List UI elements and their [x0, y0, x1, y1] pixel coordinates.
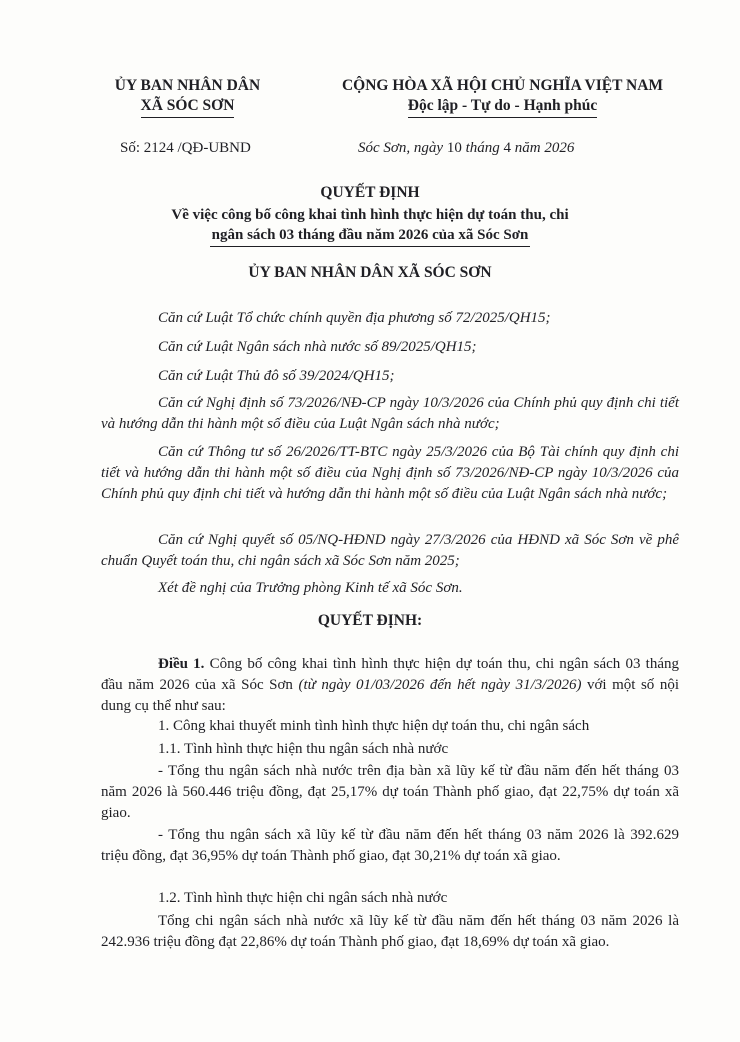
legal-basis-decree: Căn cứ Nghị định số 73/2026/NĐ-CP ngày 10/3/2026 của Chính phủ quy định chi tiết và hướng dẫn thi hành một số điều của Luật Ngân sách nhà nước;: [101, 395, 679, 432]
place-prefix: Sóc Sơn, ngày: [358, 140, 444, 156]
legal-basis-law-capital: Căn cứ Luật Thủ đô số 39/2024/QH15;: [158, 368, 395, 384]
legal-basis-law-local-government: Căn cứ Luật Tổ chức chính quyền địa phương số 72/2025/QH15;: [158, 310, 551, 326]
national-header: [315, 76, 690, 118]
year-label: năm 2026: [514, 140, 575, 156]
decision-heading: QUYẾT ĐỊNH:: [317, 612, 423, 629]
proposal-basis: Xét đề nghị của Trưởng phòng Kinh tế xã Sóc Sơn.: [158, 580, 463, 596]
expenditure-total-paragraph: Tổng chi ngân sách nhà nước xã lũy kế từ đầu năm đến hết tháng 03 năm 2026 là 242.936 triệu đồng đạt 22,86% dự toán Thành phố giao, đạt 18,69% dự toán xã giao.: [101, 913, 679, 950]
org-line2: XÃ SÓC SƠN: [141, 96, 235, 118]
section-1-1-heading: 1.1. Tình hình thực hiện thu ngân sách nhà nước: [158, 741, 449, 757]
article-1-intro: Điều 1. Công bố công khai tình hình thực hiện dự toán thu, chi ngân sách 03 tháng đầu năm 2026 của xã Sóc Sơn (từ ngày 01/03/2026 đến hết ngày 31/3/2026) với một số nội dung cụ thể như sau:: [101, 656, 680, 714]
document-number: Số: 2124 /QĐ-UBND: [120, 140, 251, 156]
revenue-total-paragraph: - Tổng thu ngân sách nhà nước trên địa bàn xã lũy kế từ đầu năm đến hết tháng 03 năm 2026 là 560.446 triệu đồng, đạt 25,17% dự toán Thành phố giao, đạt 22,75% dự toán xã giao.: [101, 763, 679, 821]
authority-heading: ỦY BAN NHÂN DÂN XÃ SÓC SƠN: [248, 264, 492, 281]
article-1-label: Điều 1.: [158, 656, 205, 672]
legal-basis-law-budget: Căn cứ Luật Ngân sách nhà nước số 89/2025/QH15;: [158, 339, 477, 355]
nation-line1: CỘNG HÒA XÃ HỘI CHỦ NGHĨA VIỆT NAM: [341, 77, 664, 94]
legal-basis-circular: Căn cứ Thông tư số 26/2026/TT-BTC ngày 25/3/2026 của Bộ Tài chính quy định chi tiết và hướng dẫn thi hành một số điều của Nghị định số 73/2026/NĐ-CP ngày 10/3/2026 của Chính phủ quy định chi tiết và hướng dẫn thi hành một số điều của Luật Ngân sách nhà nước;: [101, 444, 679, 502]
legal-basis-resolution: Căn cứ Nghị quyết số 05/NQ-HĐND ngày 27/3/2026 của HĐND xã Sóc Sơn về phê chuẩn Quyết toán thu, chi ngân sách xã Sóc Sơn năm 2025;: [101, 532, 679, 569]
section-1-2-heading: 1.2. Tình hình thực hiện chi ngân sách nhà nước: [158, 890, 448, 906]
date-day: 10: [446, 140, 462, 156]
article-1-period: (từ ngày 01/03/2026 đến hết ngày 31/3/2026): [298, 677, 582, 693]
document-subject: [60, 205, 680, 247]
date-month: 4: [503, 140, 511, 156]
document-type: QUYẾT ĐỊNH: [320, 184, 420, 201]
revenue-commune-paragraph: - Tổng thu ngân sách xã lũy kế từ đầu năm đến hết tháng 03 năm 2026 là 392.629 triệu đồng, đạt 36,95% dự toán Thành phố giao, đạt 30,21% dự toán xã giao.: [101, 827, 679, 864]
section-1-heading: 1. Công khai thuyết minh tình hình thực hiện dự toán thu, chi ngân sách: [158, 718, 590, 734]
month-label: tháng: [465, 140, 500, 156]
subject-line1: Về việc công bố công khai tình hình thực hiện dự toán thu, chi: [171, 207, 569, 223]
org-line1: ỦY BAN NHÂN DÂN: [114, 77, 261, 94]
nation-motto: Độc lập - Tự do - Hạnh phúc: [408, 96, 597, 118]
subject-line2: ngân sách 03 tháng đầu năm 2026 của xã Sóc Sơn: [210, 225, 531, 247]
place-and-date: [358, 140, 574, 157]
issuing-authority-header: [95, 76, 280, 118]
